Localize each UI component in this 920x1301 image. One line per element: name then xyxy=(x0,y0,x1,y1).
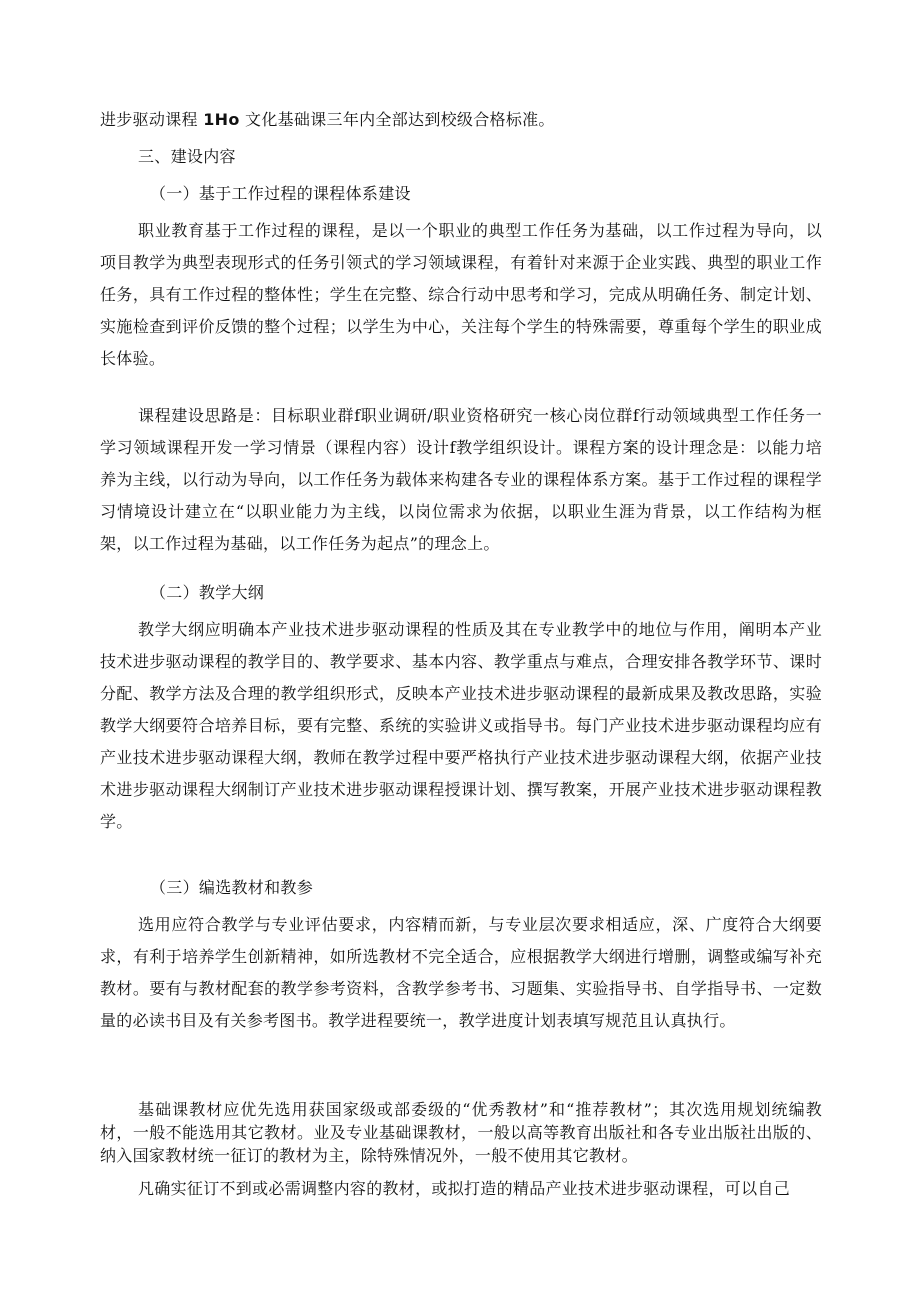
text-run-latin: 1Ho xyxy=(203,110,240,129)
section-heading-3: 三、建设内容 xyxy=(138,147,236,166)
subsection-heading-2: （二）教学大纲 xyxy=(150,583,265,602)
paragraph-self-compiled-textbooks: 凡确实征订不到或必需调整内容的教材，或拟打造的精品产业技术进步驱动课程，可以自己 xyxy=(138,1179,791,1198)
paragraph-textbook-selection: 选用应符合教学与专业评估要求，内容精而新，与专业层次要求相适应，深、广度符合大纲要求，有利于培养学生创新精神，如所选教材不完全适合，应根据教学大纲进行增删，调整或编写补充教材。要有与教材配套的教学参考资料，含教学参考书、习题集、实验指导书、自学指导书、一定数量的必读书目及有关参考图书。教学进程要统一，教学进度计划表填写规范且认真执行。 xyxy=(100,915,822,1030)
subsection-heading-3: （三）编选教材和教参 xyxy=(150,878,314,897)
paragraph-work-process-curriculum: 职业教育基于工作过程的课程，是以一个职业的典型工作任务为基础，以工作过程为导向，以项目教学为典型表现形式的任务引领式的学习领域课程，有着针对来源于企业实践、典型的职业工作任务，具有工作过程的整体性；学生在完整、综合行动中思考和学习，完成从明确任务、制定计划、实施检查到评价反馈的整个过程；以学生为中心，关注每个学生的特殊需要，尊重每个学生的职业成长体验。 xyxy=(100,221,822,368)
text-run: 文化基础课三年内全部达到校级合格标准。 xyxy=(245,110,555,129)
paragraph-continuation xyxy=(100,104,822,136)
paragraph-teaching-syllabus: 教学大纲应明确本产业技术进步驱动课程的性质及其在专业教学中的地位与作用，阐明本产业技术进步驱动课程的教学目的、教学要求、基本内容、教学重点与难点，合理安排各教学环节、课时分配、教学方法及合理的教学组织形式，反映本产业技术进步驱动课程的最新成果及教改思路，实验教学大纲要符合培养目标，要有完整、系统的实验讲义或指导书。每门产业技术进步驱动课程均应有产业技术进步驱动课程大纲，教师在教学过程中要严格执行产业技术进步驱动课程大纲，依据产业技术进步驱动课程大纲制订产业技术进步驱动课程授课计划、撰写教案，开展产业技术进步驱动课程教学。 xyxy=(100,620,822,831)
paragraph-basic-course-textbooks: 基础课教材应优先选用获国家级或部委级的“优秀教材”和“推荐教材”；其次选用规划统编教材，一般不能选用其它教材。业及专业基础课教材，一般以高等教育出版社和各专业出版社出版的、纳入国家教材统一征订的教材为主，除特殊情况外，一般不使用其它教材。 xyxy=(100,1100,822,1165)
text-run: 进步驱动课程 xyxy=(100,110,198,129)
paragraph-course-construction-approach: 课程建设思路是：目标职业群f职业调研/职业资格研究一核心岗位群f行动领域典型工作任务一学习领域课程开发一学习情景（课程内容）设计f教学组织设计。课程方案的设计理念是：以能力培养为主线，以行动为导向，以工作任务为载体来构建各专业的课程体系方案。基于工作过程的课程学习情境设计建立在“以职业能力为主线，以岗位需求为依据，以职业生涯为背景，以工作结构为框架，以工作过程为基础，以工作任务为起点”的理念上。 xyxy=(100,406,822,553)
subsection-heading-1: （一）基于工作过程的课程体系建设 xyxy=(150,184,411,203)
